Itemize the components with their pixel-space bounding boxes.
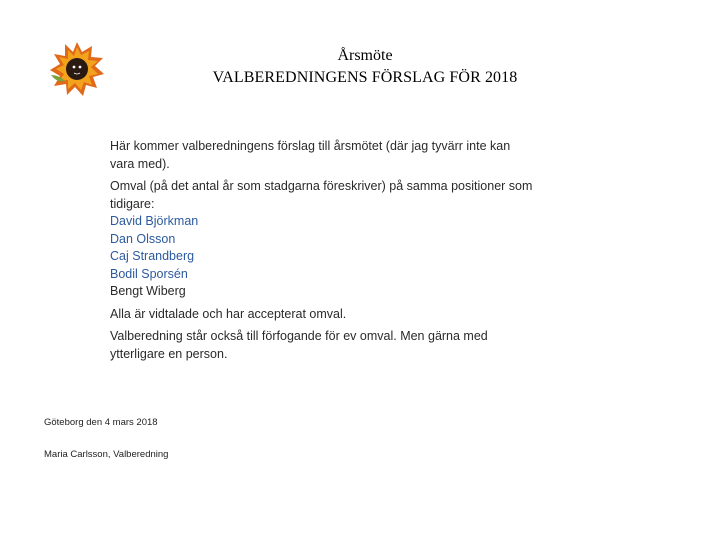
committee-line-2: ytterligare en person.	[110, 346, 228, 361]
sunflower-logo-icon	[48, 40, 106, 98]
footer-signature: Maria Carlsson, Valberedning	[44, 449, 169, 460]
letter-body	[110, 138, 550, 363]
reelection-line-1: Omval (på det antal år som stadgarna föreskriver) på samma positioner som	[110, 179, 533, 193]
candidate-name: Bengt Wiberg	[110, 284, 186, 298]
committee-line-1: Valberedning står också till förfogande för ev omval. Men gärna med	[110, 329, 488, 343]
candidate-name: Dan Olsson	[110, 231, 176, 246]
page-title: Årsmöte	[337, 47, 393, 64]
candidate-name: Bodil Sporsén	[110, 266, 188, 281]
page-subtitle: VALBEREDNINGENS FÖRSLAG FÖR 2018	[212, 69, 518, 86]
intro-line-2: vara med).	[110, 156, 170, 171]
candidate-name: Caj Strandberg	[110, 249, 195, 263]
footer-date: Göteborg den 4 mars 2018	[44, 417, 158, 428]
document-header	[150, 46, 580, 88]
acceptance-line: Alla är vidtalade och har accepterat omval.	[110, 306, 347, 321]
intro-line-1: Här kommer valberedningens förslag till årsmötet (där jag tyvärr inte kan	[110, 139, 511, 153]
candidate-name: David Björkman	[110, 214, 199, 228]
reelection-line-2: tidigare:	[110, 196, 155, 211]
